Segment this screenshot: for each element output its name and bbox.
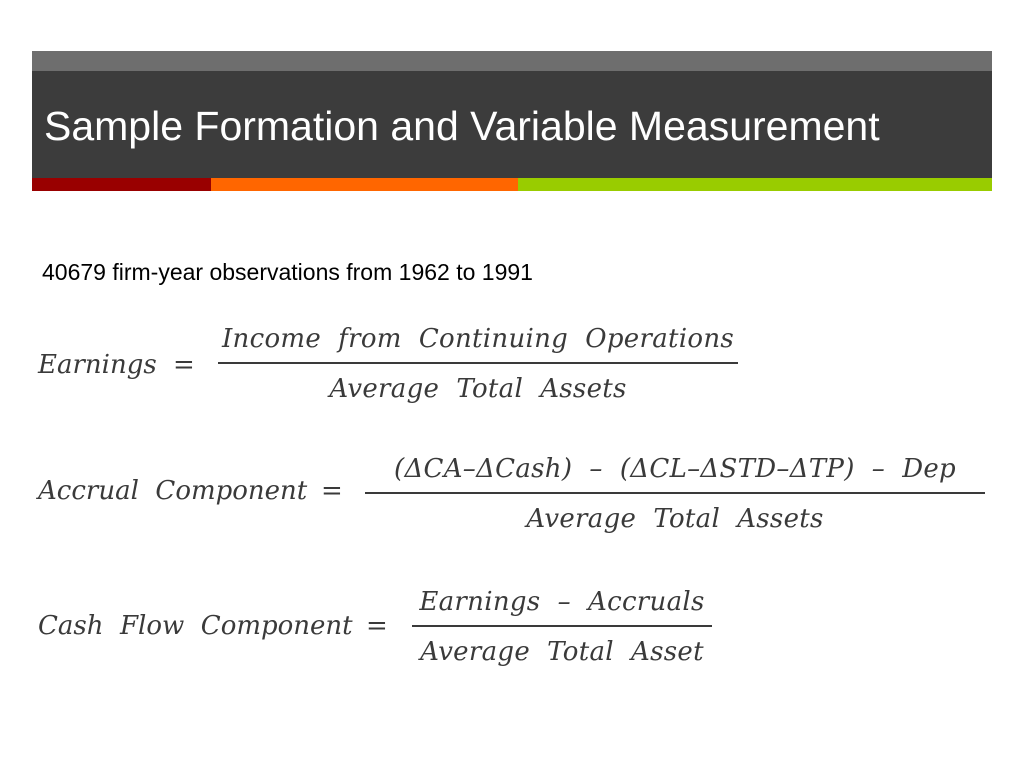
fraction-bar [412, 625, 712, 627]
fraction-denominator: Average Total Assets [329, 374, 627, 404]
equation-lhs: Earnings [38, 350, 157, 380]
title-header [32, 71, 992, 178]
equals-sign: = [173, 350, 195, 380]
fraction-bar [218, 362, 738, 364]
fraction [365, 452, 985, 536]
fraction-bar [365, 492, 985, 494]
equals-sign: = [366, 611, 388, 641]
fraction [218, 322, 738, 406]
fraction [412, 585, 712, 669]
cash-flow-component-equation [38, 585, 758, 675]
observation-summary: 40679 firm-year observations from 1962 to 1991 [42, 259, 533, 285]
accent-segment-orange [211, 178, 518, 191]
fraction-denominator: Average Total Asset [420, 637, 704, 667]
accrual-component-equation [38, 452, 998, 542]
fraction-numerator: Income from Continuing Operations [221, 324, 735, 354]
accent-bar [32, 178, 992, 191]
equation-lhs: Accrual Component [38, 476, 308, 506]
equals-sign: = [321, 476, 343, 506]
header-top-strip [32, 51, 992, 71]
accent-segment-red [32, 178, 211, 191]
slide-title: Sample Formation and Variable Measurement [44, 103, 880, 149]
fraction-numerator: Earnings – Accruals [419, 587, 705, 617]
fraction-numerator: (ΔCA–ΔCash) – (ΔCL–ΔSTD–ΔTP) – Dep [394, 454, 956, 484]
accent-segment-green [518, 178, 992, 191]
equation-lhs: Cash Flow Component [38, 611, 353, 641]
earnings-equation [38, 322, 758, 412]
fraction-denominator: Average Total Assets [526, 504, 824, 534]
